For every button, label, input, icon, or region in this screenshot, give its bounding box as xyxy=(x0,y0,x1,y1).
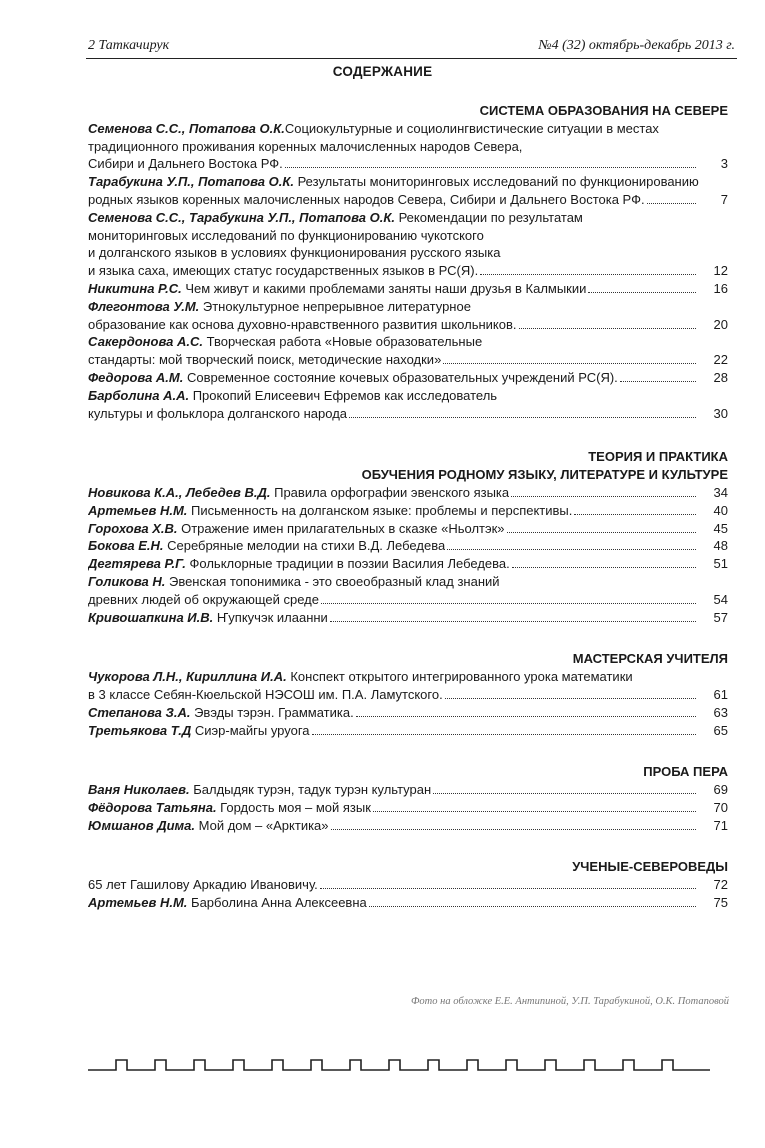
toc-entry-text xyxy=(88,369,618,387)
toc-entry-last-line xyxy=(88,405,728,423)
toc-entry-title: Ҥупкучэк илаанни xyxy=(213,609,328,625)
toc-entry-last-line xyxy=(88,704,728,722)
toc-entry[interactable] xyxy=(88,704,728,722)
dot-leader xyxy=(433,793,696,794)
toc-entry-page: 75 xyxy=(713,895,728,911)
toc-entry-text xyxy=(88,228,484,243)
toc-entry-author: Дегтярева Р.Г. xyxy=(88,556,186,572)
toc-entry-author: Семенова С.С., Тарабукина У.П., Потапова О.К. xyxy=(88,209,395,225)
toc-entry-text xyxy=(88,280,586,298)
toc-entry-page: 70 xyxy=(713,799,728,815)
toc-entry-line xyxy=(88,120,728,138)
toc-entry-title: 65 лет Гашилову Аркадию Ивановичу. xyxy=(88,877,318,893)
dot-leader xyxy=(443,363,696,364)
toc-entry-author: Тарабукина У.П., Потапова О.К. xyxy=(88,174,294,190)
toc-entry-title: Серебряные мелодии на стихи В.Д. Лебедева xyxy=(163,538,446,554)
toc-entry-author: Юмшанов Дима. xyxy=(88,817,195,833)
toc-entry-page: 65 xyxy=(713,722,728,738)
toc-entry-page: 22 xyxy=(713,352,728,368)
toc-entry-text xyxy=(88,262,478,280)
toc-entry-title: Прокопий Елисеевич Ефремов как исследователь xyxy=(189,387,498,403)
toc-entry-page: 57 xyxy=(713,609,728,625)
dot-leader xyxy=(356,716,696,717)
toc-entry-text xyxy=(88,155,283,173)
toc-entry-text xyxy=(88,876,318,894)
toc-entry-title: Результаты мониторинговых исследований по функционированию xyxy=(293,174,699,190)
dot-leader xyxy=(369,906,696,907)
toc-entry-line xyxy=(88,173,728,191)
toc-entry-author: Бокова Е.Н. xyxy=(88,538,164,554)
toc-entry-author: Горохова Х.В. xyxy=(88,520,178,536)
toc-entry-text xyxy=(88,686,443,704)
toc-entry-text xyxy=(88,316,517,334)
toc-entry[interactable] xyxy=(88,173,728,209)
toc-entry-text xyxy=(88,191,645,209)
toc-entry-text xyxy=(88,722,310,740)
section-title: УЧЕНЫЕ-СЕВЕРОВЕДЫ xyxy=(572,859,728,875)
toc-entry-last-line xyxy=(88,280,728,298)
footer-ornament xyxy=(86,1050,712,1076)
toc-entry[interactable] xyxy=(88,668,728,704)
dot-leader xyxy=(331,829,696,830)
toc-entry[interactable] xyxy=(88,502,728,520)
dot-leader xyxy=(330,621,696,622)
toc-entry[interactable] xyxy=(88,120,728,173)
toc-entry-title: родных языков коренных малочисленных народов Севера, Сибири и Дальнего Востока РФ. xyxy=(88,191,645,207)
toc-entry-title: стандарты: мой творческий поиск, методические находки» xyxy=(88,352,442,368)
toc-entry-last-line xyxy=(88,555,728,573)
toc-entry-last-line xyxy=(88,781,728,799)
toc-entry-title: в 3 классе Себян-Кюельской НЭСОШ им. П.А. Ламутского. xyxy=(88,686,443,702)
toc-entry-page: 7 xyxy=(720,191,728,207)
toc-entry-text xyxy=(88,591,319,609)
toc-entry[interactable] xyxy=(88,537,728,555)
section-title: СИСТЕМА ОБРАЗОВАНИЯ НА СЕВЕРЕ xyxy=(479,103,728,118)
toc-entry[interactable] xyxy=(88,369,728,387)
toc-entry-title: Конспект открытого интегрированного урока математики xyxy=(286,669,633,685)
toc-entry-line xyxy=(88,138,728,156)
toc-entry-text xyxy=(88,520,505,538)
toc-section xyxy=(88,858,728,911)
toc-entry-page: 30 xyxy=(713,405,728,421)
toc-entry-page: 34 xyxy=(713,484,728,500)
toc-entry-title: и языка саха, имеющих статус государственных языков в РС(Я). xyxy=(88,263,479,279)
toc-entry-author: Барболина А.А. xyxy=(88,387,190,403)
toc-entry-title: Творческая работа «Новые образовательные xyxy=(203,334,483,350)
toc-entry[interactable] xyxy=(88,484,728,502)
toc-entry-text xyxy=(88,555,510,573)
toc-entry-author: Семенова С.С., Потапова О.К. xyxy=(88,120,285,136)
toc-entry-text xyxy=(88,574,500,589)
toc-entry-page: 63 xyxy=(713,704,728,720)
dot-leader xyxy=(620,381,696,382)
toc-entry-line xyxy=(88,573,728,591)
toc-entry-text xyxy=(88,502,572,520)
toc-entry[interactable] xyxy=(88,333,728,369)
toc-entry[interactable] xyxy=(88,894,728,912)
toc-entry-text xyxy=(88,799,371,817)
toc-entry-text xyxy=(88,669,633,684)
toc-entry-author: Чукорова Л.Н., Кириллина И.А. xyxy=(88,669,287,685)
toc-entry-last-line xyxy=(88,262,728,280)
dot-leader xyxy=(285,167,696,168)
toc-entry-text xyxy=(88,537,445,555)
toc-entry-title: Эвэды тэрэн. Грамматика. xyxy=(190,704,354,720)
toc-entry-last-line xyxy=(88,686,728,704)
toc-entry-title: Сибири и Дальнего Востока РФ. xyxy=(88,156,283,172)
toc-entry-text xyxy=(88,299,471,314)
toc-entry-text xyxy=(88,351,441,369)
dot-leader xyxy=(312,734,696,735)
toc-entry-page: 28 xyxy=(713,369,728,385)
toc-entry-page: 3 xyxy=(720,156,728,172)
dot-leader xyxy=(480,274,696,275)
dot-leader xyxy=(349,417,696,418)
toc-entry-last-line xyxy=(88,191,728,209)
toc-entry[interactable] xyxy=(88,817,728,835)
toc-entry-last-line xyxy=(88,155,728,173)
toc-section xyxy=(88,448,728,626)
toc-section xyxy=(88,650,728,739)
ornament-stroke xyxy=(88,1060,710,1070)
toc-entry-title: Барболина Анна Алексеевна xyxy=(187,895,367,911)
toc-entry-author: Кривошапкина И.В. xyxy=(88,609,214,625)
toc-entry-author: Никитина Р.С. xyxy=(88,280,182,296)
toc-entry[interactable] xyxy=(88,573,728,609)
toc-entry-text xyxy=(88,484,509,502)
running-header-left: 2 Таткачирук xyxy=(88,38,170,53)
toc-entry-last-line xyxy=(88,351,728,369)
toc-entry-page: 20 xyxy=(713,316,728,332)
toc-entry-title: Современное состояние кочевых образовательных учреждений РС(Я). xyxy=(183,369,618,385)
toc-entry-text xyxy=(88,704,354,722)
toc-entry-title: образование как основа духовно-нравственного развития школьников. xyxy=(88,316,517,332)
toc-entry-text xyxy=(88,609,328,627)
toc-entry-last-line xyxy=(88,876,728,894)
toc-entry-title: культуры и фольклора долганского народа xyxy=(88,405,348,421)
toc-entry-last-line xyxy=(88,537,728,555)
toc-entry-title: Фольклорные традиции в поэзии Василия Лебедева. xyxy=(185,556,510,572)
section-title: МАСТЕРСКАЯ УЧИТЕЛЯ xyxy=(572,651,728,667)
toc-entry[interactable] xyxy=(88,298,728,334)
toc-entry-text xyxy=(88,405,347,423)
toc-entry-title: Этнокультурное непрерывное литературное xyxy=(199,298,471,314)
toc-entry-title: мониторинговых исследований по функционированию чукотского xyxy=(88,227,484,243)
toc-entry[interactable] xyxy=(88,799,728,817)
toc-entry-last-line xyxy=(88,609,728,627)
dot-leader xyxy=(321,603,696,604)
toc-entry-page: 54 xyxy=(713,591,728,607)
toc-entry-page: 69 xyxy=(713,782,728,798)
toc-entry-author: Голикова Н. xyxy=(88,573,166,589)
toc-entry-author: Фёдорова Татьяна. xyxy=(88,799,217,815)
toc-entry-text xyxy=(88,781,431,799)
toc-entry-author: Артемьев Н.М. xyxy=(88,502,188,518)
toc-entry-page: 61 xyxy=(713,686,728,702)
toc-entry-line xyxy=(88,387,728,405)
toc-entry[interactable] xyxy=(88,781,728,799)
toc-entry-title: Сиэр-майгы уруога xyxy=(191,722,310,738)
toc-entry-page: 48 xyxy=(713,538,728,554)
toc-entry-text xyxy=(88,388,497,403)
toc-entry-title: Правила орфографии эвенского языка xyxy=(270,484,510,500)
toc-entry-author: Сакердонова А.С. xyxy=(88,334,203,350)
dot-leader xyxy=(447,549,696,550)
toc-entry-title: и долганского языков в условиях функционирования русского языка xyxy=(88,245,501,261)
toc-entry-page: 71 xyxy=(713,817,728,833)
toc-entry-last-line xyxy=(88,369,728,387)
toc-entry-last-line xyxy=(88,591,728,609)
toc-entry-text xyxy=(88,245,500,260)
toc-entry-last-line xyxy=(88,799,728,817)
toc-entry-title: Мой дом – «Арктика» xyxy=(195,817,329,833)
toc-entry-last-line xyxy=(88,817,728,835)
toc-entry-title: Отражение имен прилагательных в сказке «Ньолтэк» xyxy=(177,520,505,536)
toc-entry-text xyxy=(88,210,583,225)
toc-entry[interactable] xyxy=(88,520,728,538)
toc-entry[interactable] xyxy=(88,280,728,298)
toc-entry-last-line xyxy=(88,484,728,502)
dot-leader xyxy=(445,698,696,699)
section-title-line: ТЕОРИЯ И ПРАКТИКА xyxy=(588,449,728,465)
toc-entry-text xyxy=(88,334,482,349)
section-title: ПРОБА ПЕРА xyxy=(643,764,728,780)
running-header-right: №4 (32) октябрь-декабрь 2013 г. xyxy=(538,38,735,53)
toc-entry-text xyxy=(88,894,367,912)
toc-section xyxy=(88,102,728,422)
header-rule xyxy=(86,58,737,59)
toc-entry-title: традиционного проживания коренных малочисленных народов Севера, xyxy=(88,138,523,154)
toc-entry-author: Артемьев Н.М. xyxy=(88,895,188,911)
toc-entry-page: 51 xyxy=(713,556,728,572)
toc-entry-title: древних людей об окружающей среде xyxy=(88,591,319,607)
toc-section xyxy=(88,763,728,834)
toc-entry-line xyxy=(88,333,728,351)
photo-credit: Фото на обложке Е.Е. Антипиной, У.П. Тарабукиной, О.К. Потаповой xyxy=(410,996,729,1007)
toc-entry-last-line xyxy=(88,316,728,334)
toc-title: СОДЕРЖАНИЕ xyxy=(332,64,433,79)
toc-entry-last-line xyxy=(88,520,728,538)
dot-leader xyxy=(511,496,696,497)
toc-entry-author: Федорова А.М. xyxy=(88,369,184,385)
toc-entry[interactable] xyxy=(88,555,728,573)
dot-leader xyxy=(373,811,696,812)
dot-leader xyxy=(507,532,696,533)
dot-leader xyxy=(512,567,696,568)
toc-entry-line xyxy=(88,298,728,316)
toc-entry-last-line xyxy=(88,894,728,912)
toc-entry-author: Флегонтова У.М. xyxy=(88,298,200,314)
dot-leader xyxy=(519,328,697,329)
toc-entry-page: 45 xyxy=(713,520,728,536)
toc-entry-author: Ваня Николаев. xyxy=(88,782,190,798)
section-title-line: ОБУЧЕНИЯ РОДНОМУ ЯЗЫКУ, ЛИТЕРАТУРЕ И КУЛЬТУРЕ xyxy=(361,467,728,483)
toc-entry[interactable] xyxy=(88,209,728,280)
toc-entry-line xyxy=(88,668,728,686)
toc-entry-title: Рекомендации по результатам xyxy=(394,209,583,225)
running-header xyxy=(88,38,735,58)
toc-entry-title: Письменность на долганском языке: проблемы и перспективы. xyxy=(187,502,573,518)
table-of-contents xyxy=(88,102,728,912)
toc-entry-text xyxy=(88,817,329,835)
toc-entry[interactable] xyxy=(88,387,728,423)
toc-entry-author: Третьякова Т.Д xyxy=(88,722,192,738)
toc-entry-last-line xyxy=(88,722,728,740)
toc-entry-title: Балдыдяк турэн, тадук турэн культуран xyxy=(189,782,432,798)
toc-entry-title: Чем живут и какими проблемами заняты наши друзья в Калмыкии xyxy=(181,280,587,296)
dot-leader xyxy=(647,203,696,204)
toc-entry[interactable] xyxy=(88,722,728,740)
toc-entry-page: 16 xyxy=(713,280,728,296)
toc-entry-text xyxy=(88,121,659,136)
dot-leader xyxy=(588,292,696,293)
toc-entry-last-line xyxy=(88,502,728,520)
toc-entry-text xyxy=(88,174,699,189)
toc-entry[interactable] xyxy=(88,876,728,894)
toc-entry-title: Гордость моя – мой язык xyxy=(216,799,371,815)
toc-entry-author: Новикова К.А., Лебедев В.Д. xyxy=(88,484,271,500)
toc-entry-line xyxy=(88,244,728,262)
dot-leader xyxy=(320,888,696,889)
toc-entry-title: Социокультурные и социолингвистические ситуации в местах xyxy=(284,120,659,136)
toc-entry-line xyxy=(88,227,728,245)
toc-entry-page: 40 xyxy=(713,502,728,518)
toc-entry-text xyxy=(88,139,522,154)
toc-entry-page: 72 xyxy=(713,877,728,893)
dot-leader xyxy=(574,514,696,515)
toc-entry-title: Эвенская топонимика - это своеобразный клад знаний xyxy=(165,573,500,589)
toc-entry-author: Степанова З.А. xyxy=(88,704,191,720)
toc-entry[interactable] xyxy=(88,609,728,627)
toc-entry-line xyxy=(88,209,728,227)
toc-entry-page: 12 xyxy=(713,263,728,279)
